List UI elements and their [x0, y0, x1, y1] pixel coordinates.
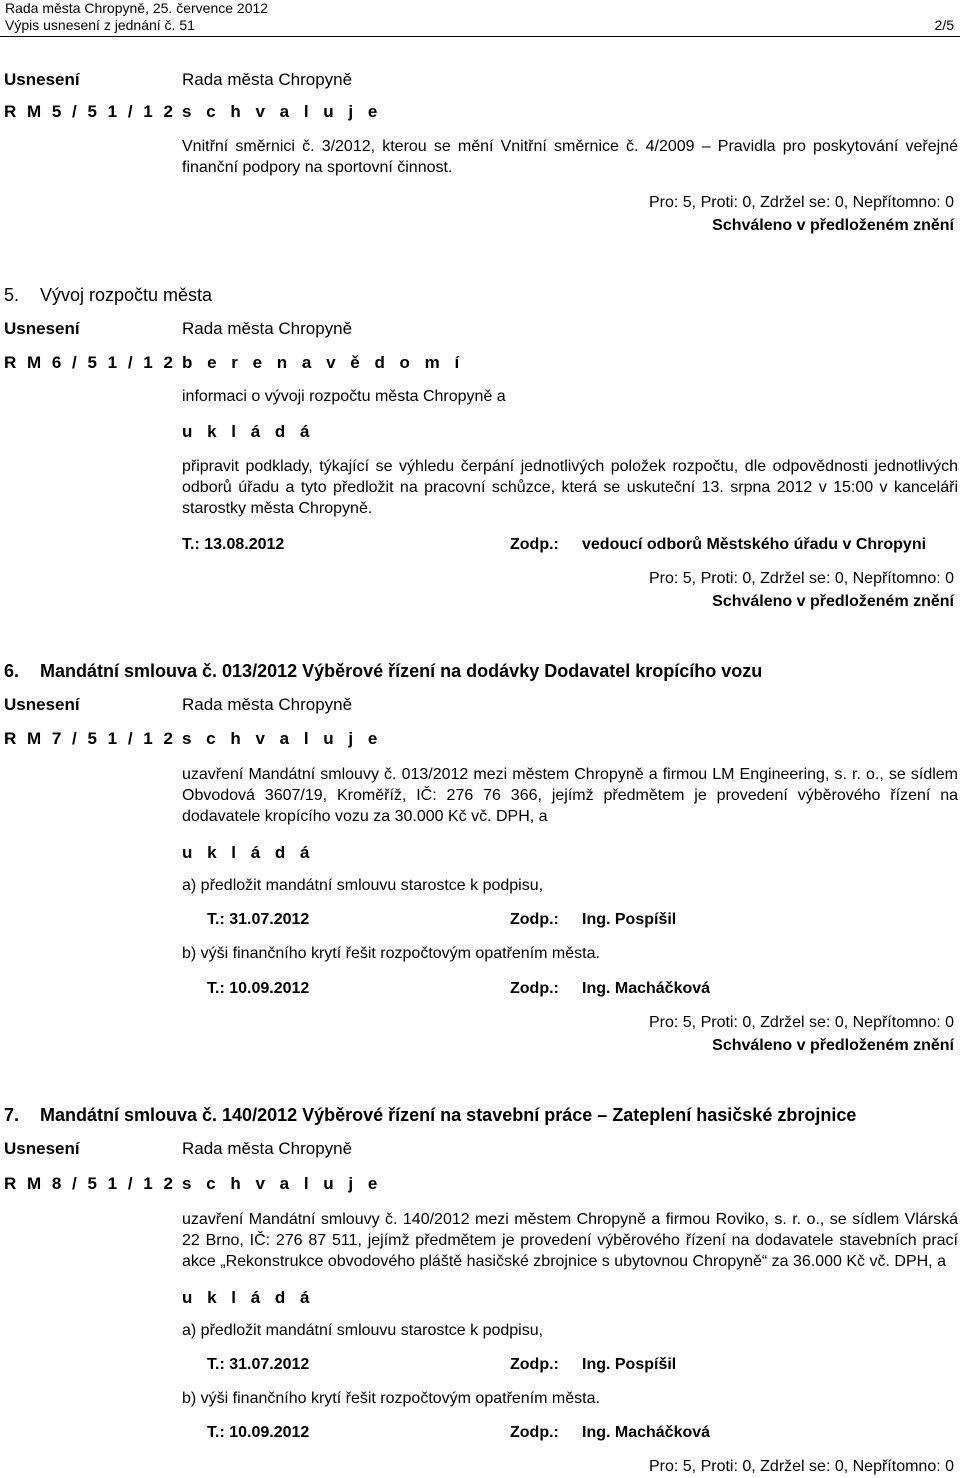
resolution-label: Usnesení [4, 319, 80, 338]
resolution-verb: s c h v a l u j e [182, 729, 383, 748]
deadline-date: 13.08.2012 [204, 536, 285, 553]
responsible-person: Ing. Macháčková [582, 980, 711, 997]
resolution-label: Usnesení [4, 1139, 80, 1158]
deadline [207, 1424, 309, 1442]
section-heading [4, 661, 762, 682]
council-name: Rada města Chropyně [182, 695, 353, 714]
task-item-b: b) výši finančního krytí řešit rozpočtovým opatřením města. [182, 1390, 600, 1407]
section-title: Mandátní smlouva č. 013/2012 Výběrové řízení na dodávky Dodavatel kropícího vozu [40, 661, 763, 681]
section-number: 5. [4, 285, 20, 305]
task-item-a: a) předložit mandátní smlouvu starostce k podpisu, [182, 1322, 544, 1339]
council-name: Rada města Chropyně [182, 1139, 353, 1158]
approval-status: Schváleno v předloženém znění [712, 593, 954, 610]
resolution-verb: s c h v a l u j e [182, 102, 383, 121]
header-extract: Výpis usnesení z jednání č. 51 [5, 17, 195, 33]
council-name: Rada města Chropyně [182, 70, 353, 89]
resolution-verb-instructs: u k l á d á [182, 1288, 315, 1307]
responsible-person: Ing. Pospíšil [582, 911, 677, 928]
resolution-code: R M 7 / 5 1 / 1 2 [4, 729, 176, 748]
responsible-label: Zodp.: [510, 1356, 559, 1373]
vote-result: Pro: 5, Proti: 0, Zdržel se: 0, Nepřítomno: 0 [648, 1014, 954, 1031]
resolution-verb-instructs: u k l á d á [182, 843, 315, 862]
resolution-code: R M 8 / 5 1 / 1 2 [4, 1174, 176, 1193]
deadline [182, 536, 284, 554]
deadline [207, 980, 309, 998]
responsible-label: Zodp.: [510, 1424, 559, 1441]
responsible-person: Ing. Macháčková [582, 1424, 711, 1441]
section-number: 6. [4, 661, 20, 681]
section-heading [4, 285, 212, 306]
resolution-text: připravit podklady, týkající se výhledu čerpání jednotlivých položek rozpočtu, dle odpovědnosti jednotlivých odborů úřadu a tyto předložit na pracovní schůzce, která se uskuteční 13. srpna 2012 v 15:00 v kanceláři starostky města Chropyně. [182, 458, 958, 517]
approval-status: Schváleno v předloženém znění [712, 1037, 954, 1054]
resolution-verb: s c h v a l u j e [182, 1174, 383, 1193]
page-number: 2/5 [934, 17, 954, 33]
deadline-label: T.: [207, 1356, 225, 1373]
resolution-verb: b e r e n a v ě d o m í [182, 353, 465, 372]
deadline [207, 911, 309, 929]
deadline-date: 31.07.2012 [229, 911, 310, 928]
deadline-date: 31.07.2012 [229, 1356, 310, 1373]
resolution-verb-instructs: u k l á d á [182, 422, 315, 441]
approval-status: Schváleno v předloženém znění [712, 217, 954, 234]
responsible-label: Zodp.: [510, 536, 559, 553]
resolution-label: Usnesení [4, 70, 80, 89]
deadline-label: T.: [207, 911, 225, 928]
resolution-code: R M 5 / 5 1 / 1 2 [4, 102, 176, 121]
resolution-code: R M 6 / 5 1 / 1 2 [4, 353, 176, 372]
section-heading [4, 1105, 856, 1126]
task-item-a: a) předložit mandátní smlouvu starostce k podpisu, [182, 877, 544, 894]
resolution-text: uzavření Mandátní smlouvy č. 140/2012 mezi městem Chropyně a firmou Roviko, s. r. o., se sídlem Vlárská 22 Brno, IČ: 276 87 511, jejímž předmětem je provedení výběrového řízení na dodavatele stavebních prací akce „Rekonstrukce obvodového pláště hasičské zbrojnice s ubytovnou Chropyně“ za 36.000 Kč vč. DPH, a [182, 1211, 958, 1270]
section-title: Vývoj rozpočtu města [40, 285, 213, 305]
vote-result: Pro: 5, Proti: 0, Zdržel se: 0, Nepřítomno: 0 [648, 1458, 954, 1475]
responsible-person: Ing. Pospíšil [582, 1356, 677, 1373]
deadline-label: T.: [207, 1424, 225, 1441]
resolution-text: uzavření Mandátní smlouvy č. 013/2012 mezi městem Chropyně a firmou LM Engineering, s. r. o., se sídlem Obvodová 3607/19, Kroměříž, IČ: 276 76 366, jejímž předmětem je provedení výběrového řízení na dodavatele kropícího vozu za 30.000 Kč vč. DPH, a [182, 766, 958, 825]
resolution-info: informaci o vývoji rozpočtu města Chropyně a [182, 388, 506, 405]
header-rule [0, 36, 960, 37]
resolution-label: Usnesení [4, 695, 80, 714]
responsible-label: Zodp.: [510, 980, 559, 997]
council-name: Rada města Chropyně [182, 319, 353, 338]
header-meeting: Rada města Chropyně, 25. července 2012 [5, 0, 269, 16]
resolution-text: Vnitřní směrnici č. 3/2012, kterou se mění Vnitřní směrnice č. 4/2009 – Pravidla pro poskytování veřejné finanční podpory na sportovní činnost. [182, 138, 958, 176]
vote-result: Pro: 5, Proti: 0, Zdržel se: 0, Nepřítomno: 0 [648, 570, 954, 587]
deadline-date: 10.09.2012 [229, 980, 310, 997]
vote-result: Pro: 5, Proti: 0, Zdržel se: 0, Nepřítomno: 0 [648, 194, 954, 211]
deadline-date: 10.09.2012 [229, 1424, 310, 1441]
responsible-label: Zodp.: [510, 911, 559, 928]
section-title: Mandátní smlouva č. 140/2012 Výběrové řízení na stavební práce – Zateplení hasičské zbrojnice [40, 1105, 857, 1125]
task-item-b: b) výši finančního krytí řešit rozpočtovým opatřením města. [182, 945, 600, 962]
section-number: 7. [4, 1105, 20, 1125]
deadline-label: T.: [182, 536, 200, 553]
deadline [207, 1356, 309, 1374]
deadline-label: T.: [207, 980, 225, 997]
responsible-person: vedoucí odborů Městského úřadu v Chropyni [582, 536, 927, 553]
